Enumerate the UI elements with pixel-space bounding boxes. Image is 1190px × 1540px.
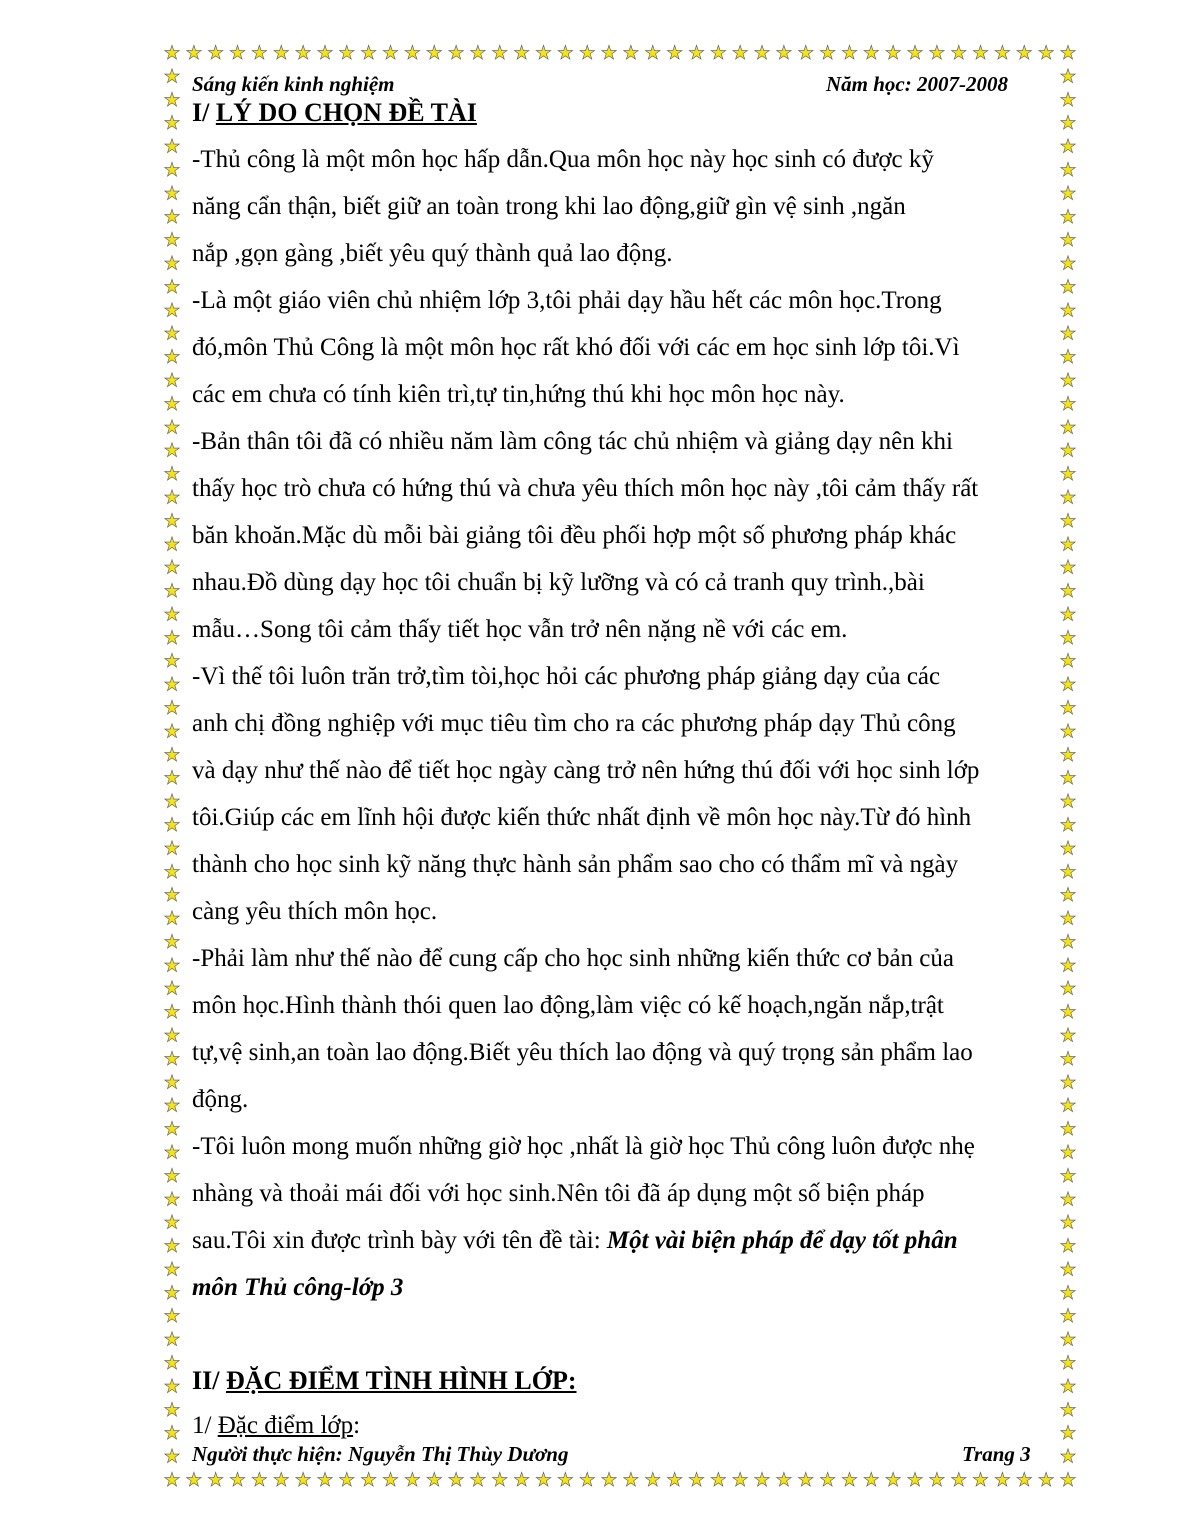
star-icon: ★ (163, 673, 181, 696)
section-2-number: II/ (192, 1366, 226, 1395)
star-icon: ★ (163, 1071, 181, 1094)
star-icon: ★ (1059, 322, 1077, 345)
star-icon: ★ (928, 42, 946, 64)
star-icon: ★ (360, 42, 378, 64)
star-icon: ★ (163, 1001, 181, 1024)
star-icon: ★ (775, 1469, 793, 1491)
star-icon: ★ (163, 135, 181, 158)
star-icon: ★ (534, 1469, 553, 1491)
star-icon: ★ (382, 1469, 400, 1491)
star-icon: ★ (163, 1094, 181, 1117)
star-icon: ★ (862, 1469, 880, 1491)
star-icon: ★ (163, 1281, 181, 1304)
star-icon: ★ (1059, 580, 1077, 603)
star-icon: ★ (862, 42, 880, 64)
star-icon: ★ (163, 65, 181, 88)
star-icon: ★ (163, 1398, 181, 1421)
star-icon: ★ (1059, 1141, 1077, 1164)
star-icon: ★ (1059, 813, 1077, 836)
star-icon: ★ (163, 1024, 181, 1047)
star-icon: ★ (163, 1305, 181, 1328)
subsection-title: Đặc điểm lớp (217, 1412, 354, 1439)
star-icon: ★ (272, 42, 290, 64)
star-icon: ★ (163, 837, 181, 860)
topic-title-part-2: môn Thủ công-lớp 3 (192, 1274, 404, 1301)
star-icon: ★ (1059, 673, 1077, 696)
star-icon: ★ (163, 1445, 181, 1468)
star-icon: ★ (163, 1235, 181, 1258)
star-icon: ★ (1059, 1235, 1077, 1258)
star-icon: ★ (163, 556, 181, 579)
star-icon: ★ (163, 1469, 181, 1491)
closing-prefix: sau.Tôi xin được trình bày với tên đề tài: (192, 1227, 607, 1254)
star-icon: ★ (1059, 1001, 1077, 1024)
star-icon: ★ (1059, 1422, 1077, 1445)
star-icon: ★ (1037, 1469, 1055, 1491)
star-icon: ★ (578, 42, 596, 64)
paragraph-line: nhàng và thoải mái đối với học sinh.Nên tôi đã áp dụng một số biện pháp (192, 1180, 925, 1207)
star-icon: ★ (1059, 1398, 1077, 1421)
star-icon: ★ (163, 650, 181, 673)
star-icon: ★ (1059, 112, 1077, 135)
paragraph-line: tôi.Giúp các em lĩnh hội được kiến thức nhất định về môn học này.Từ đó hình (192, 804, 972, 831)
star-icon: ★ (163, 392, 181, 415)
star-icon: ★ (950, 1469, 968, 1491)
star-icon: ★ (840, 42, 858, 64)
star-icon: ★ (1059, 1305, 1077, 1328)
star-icon: ★ (1059, 767, 1077, 790)
section-1-heading (192, 98, 477, 128)
star-icon: ★ (687, 1469, 706, 1491)
paragraph-line: mẫu…Song tôi cảm thấy tiết học vẫn trở nên nặng nề với các em. (192, 616, 848, 643)
star-icon: ★ (163, 930, 181, 953)
star-icon: ★ (1059, 1211, 1077, 1234)
star-icon: ★ (928, 1469, 946, 1491)
star-icon: ★ (163, 1328, 181, 1351)
star-icon: ★ (1059, 1445, 1077, 1468)
star-icon: ★ (316, 42, 334, 64)
star-icon: ★ (163, 158, 181, 181)
subsection-number: 1/ (192, 1412, 218, 1439)
star-icon: ★ (950, 42, 968, 64)
star-icon: ★ (1059, 1071, 1077, 1094)
star-icon: ★ (163, 720, 181, 743)
star-icon: ★ (1059, 275, 1077, 298)
star-icon: ★ (906, 1469, 924, 1491)
star-icon: ★ (272, 1469, 290, 1491)
star-icon: ★ (1015, 42, 1033, 64)
star-icon: ★ (1059, 252, 1077, 275)
star-icon: ★ (1059, 65, 1077, 88)
star-icon: ★ (1059, 860, 1077, 883)
star-icon: ★ (163, 299, 181, 322)
star-icon: ★ (556, 1469, 574, 1491)
star-icon: ★ (163, 439, 181, 462)
star-icon: ★ (775, 42, 793, 64)
section-2-heading (192, 1366, 577, 1396)
star-icon: ★ (840, 1469, 858, 1491)
star-icon: ★ (1059, 463, 1077, 486)
star-icon: ★ (1059, 603, 1077, 626)
star-icon: ★ (709, 1469, 727, 1491)
star-icon: ★ (1059, 205, 1077, 228)
star-icon: ★ (1059, 182, 1077, 205)
section-1-number: I/ (192, 98, 216, 127)
paragraph-line: và dạy như thế nào để tiết học ngày càng trở nên hứng thú đối với học sinh lớp (192, 757, 980, 784)
paragraph-line: các em chưa có tính kiên trì,tự tin,hứng thú khi học môn học này. (192, 381, 845, 408)
star-icon: ★ (163, 697, 181, 720)
star-icon: ★ (1059, 1047, 1077, 1070)
star-icon: ★ (513, 42, 531, 64)
paragraph-line: thành cho học sinh kỹ năng thực hành sản phẩm sao cho có thẩm mĩ và ngày (192, 851, 959, 878)
paragraph-line: anh chị đồng nghiệp với mục tiêu tìm cho ra các phương pháp dạy Thủ công (192, 710, 956, 737)
star-icon: ★ (163, 603, 181, 626)
star-icon: ★ (163, 743, 181, 766)
star-icon: ★ (797, 1469, 815, 1491)
star-icon: ★ (556, 42, 574, 64)
star-icon: ★ (1059, 229, 1077, 252)
paragraph-line: thấy học trò chưa có hứng thú và chưa yêu thích môn học này ,tôi cảm thấy rất (192, 475, 979, 502)
star-icon: ★ (1059, 907, 1077, 930)
star-icon: ★ (294, 42, 312, 64)
star-icon: ★ (469, 1469, 487, 1491)
star-icon: ★ (753, 1469, 771, 1491)
star-icon: ★ (1059, 158, 1077, 181)
star-icon: ★ (731, 1469, 749, 1491)
star-icon: ★ (972, 1469, 990, 1491)
paragraph-line: -Bản thân tôi đã có nhiều năm làm công tác chủ nhiệm và giảng dạy nên khi (192, 428, 953, 455)
star-icon: ★ (513, 1469, 531, 1491)
star-icon: ★ (1059, 346, 1077, 369)
star-icon: ★ (163, 860, 181, 883)
star-icon: ★ (1015, 1469, 1033, 1491)
star-icon: ★ (163, 1422, 181, 1445)
star-icon: ★ (163, 1188, 181, 1211)
star-icon: ★ (1059, 1164, 1077, 1187)
paragraph-line: càng yêu thích môn học. (192, 898, 438, 925)
star-icon: ★ (534, 42, 553, 64)
star-icon: ★ (1059, 790, 1077, 813)
star-icon: ★ (578, 1469, 596, 1491)
star-icon: ★ (163, 977, 181, 1000)
paragraph-line: -Thủ công là một môn học hấp dẫn.Qua môn học này học sinh có được kỹ (192, 146, 934, 173)
star-icon: ★ (1059, 1352, 1077, 1375)
paragraph-line: môn học.Hình thành thói quen lao động,làm việc có kế hoạch,ngăn nắp,trật (192, 992, 944, 1019)
paragraph-line: -Phải làm như thế nào để cung cấp cho học sinh những kiến thức cơ bản của (192, 945, 954, 972)
paragraph-line: -Là một giáo viên chủ nhiệm lớp 3,tôi phải dạy hầu hết các môn học.Trong (192, 287, 942, 314)
star-icon: ★ (1059, 720, 1077, 743)
star-icon: ★ (1059, 439, 1077, 462)
star-icon: ★ (993, 42, 1011, 64)
footer-page-number: Trang 3 (962, 1442, 1031, 1466)
star-icon: ★ (163, 112, 181, 135)
star-icon: ★ (622, 42, 640, 64)
star-icon: ★ (163, 954, 181, 977)
star-icon: ★ (644, 42, 662, 64)
star-icon: ★ (163, 580, 181, 603)
star-icon: ★ (163, 229, 181, 252)
subsection-colon: : (353, 1412, 361, 1439)
star-icon: ★ (469, 42, 487, 64)
header-title: Sáng kiến kinh nghiệm (192, 72, 395, 96)
paragraph-line: -Vì thế tôi luôn trăn trở,tìm tòi,học hỏi các phương pháp giảng dạy của các (192, 663, 941, 690)
star-icon: ★ (163, 533, 181, 556)
star-icon: ★ (163, 1375, 181, 1398)
header-school-year: Năm học: 2007-2008 (826, 72, 1008, 96)
paragraph-line: năng cẩn thận, biết giữ an toàn trong khi lao động,giữ gìn vệ sinh ,ngăn (192, 193, 906, 220)
subsection-heading (192, 1412, 360, 1440)
star-icon: ★ (1059, 556, 1077, 579)
star-icon: ★ (1059, 1258, 1077, 1281)
star-icon: ★ (185, 1469, 203, 1491)
star-icon: ★ (600, 1469, 618, 1491)
star-icon: ★ (1059, 650, 1077, 673)
star-icon: ★ (600, 42, 618, 64)
star-icon: ★ (906, 42, 924, 64)
star-icon: ★ (163, 182, 181, 205)
star-icon: ★ (1059, 88, 1077, 111)
paragraph-line: nắp ,gọn gàng ,biết yêu quý thành quả lao động. (192, 240, 673, 267)
star-icon: ★ (1059, 42, 1077, 64)
star-icon: ★ (163, 1164, 181, 1187)
star-icon: ★ (1059, 1469, 1077, 1491)
star-icon: ★ (1059, 509, 1077, 532)
star-icon: ★ (1037, 42, 1055, 64)
star-icon: ★ (163, 205, 181, 228)
star-icon: ★ (163, 1141, 181, 1164)
star-icon: ★ (403, 1469, 421, 1491)
star-icon: ★ (447, 1469, 465, 1491)
star-icon: ★ (163, 1118, 181, 1141)
paragraph-line: động. (192, 1086, 249, 1113)
star-icon: ★ (1059, 299, 1077, 322)
star-icon: ★ (1059, 533, 1077, 556)
star-icon: ★ (1059, 135, 1077, 158)
paragraph-line: tự,vệ sinh,an toàn lao động.Biết yêu thích lao động và quý trọng sản phẩm lao (192, 1039, 973, 1066)
star-icon: ★ (163, 463, 181, 486)
star-icon: ★ (163, 252, 181, 275)
star-icon: ★ (163, 1047, 181, 1070)
star-icon: ★ (163, 416, 181, 439)
star-icon: ★ (163, 1352, 181, 1375)
star-icon: ★ (1059, 954, 1077, 977)
star-icon: ★ (294, 1469, 312, 1491)
star-icon: ★ (666, 42, 684, 64)
star-icon: ★ (163, 346, 181, 369)
star-icon: ★ (163, 369, 181, 392)
footer-author: Người thực hiện: Nguyễn Thị Thùy Dương (192, 1442, 569, 1466)
star-icon: ★ (1059, 1188, 1077, 1211)
star-icon: ★ (163, 1211, 181, 1234)
star-icon: ★ (1059, 837, 1077, 860)
star-icon: ★ (163, 626, 181, 649)
star-icon: ★ (250, 42, 268, 64)
star-icon: ★ (207, 42, 225, 64)
star-icon: ★ (382, 42, 400, 64)
star-icon: ★ (1059, 1281, 1077, 1304)
star-icon: ★ (338, 42, 356, 64)
star-icon: ★ (163, 322, 181, 345)
star-icon: ★ (1059, 977, 1077, 1000)
star-icon: ★ (753, 42, 771, 64)
star-icon: ★ (425, 1469, 443, 1491)
star-icon: ★ (1059, 697, 1077, 720)
star-icon: ★ (360, 1469, 378, 1491)
star-icon: ★ (491, 42, 509, 64)
paragraph-line: -Tôi luôn mong muốn những giờ học ,nhất là giờ học Thủ công luôn được nhẹ (192, 1133, 975, 1160)
star-icon: ★ (1059, 1328, 1077, 1351)
star-icon: ★ (403, 42, 421, 64)
star-icon: ★ (644, 1469, 662, 1491)
star-icon: ★ (163, 1258, 181, 1281)
star-icon: ★ (666, 1469, 684, 1491)
star-icon: ★ (163, 907, 181, 930)
star-icon: ★ (338, 1469, 356, 1491)
star-icon: ★ (819, 42, 837, 64)
paragraph-line: nhau.Đồ dùng dạy học tôi chuẩn bị kỹ lưỡng và có cả tranh quy trình.,bài (192, 569, 925, 596)
star-icon: ★ (1059, 930, 1077, 953)
star-icon: ★ (884, 42, 902, 64)
star-icon: ★ (1059, 1118, 1077, 1141)
star-icon: ★ (687, 42, 706, 64)
star-icon: ★ (163, 42, 181, 64)
topic-title-part-1: Một vài biện pháp để dạy tốt phân (606, 1227, 958, 1254)
star-icon: ★ (1059, 1024, 1077, 1047)
star-icon: ★ (185, 42, 203, 64)
star-icon: ★ (163, 486, 181, 509)
star-icon: ★ (425, 42, 443, 64)
star-icon: ★ (1059, 1094, 1077, 1117)
star-icon: ★ (622, 1469, 640, 1491)
star-icon: ★ (229, 42, 247, 64)
star-icon: ★ (163, 275, 181, 298)
star-icon: ★ (250, 1469, 268, 1491)
section-1-title: LÝ DO CHỌN ĐỀ TÀI (215, 98, 477, 127)
star-icon: ★ (819, 1469, 837, 1491)
star-icon: ★ (1059, 416, 1077, 439)
paragraph-line: đó,môn Thủ Công là một môn học rất khó đối với các em học sinh lớp tôi.Vì (192, 334, 960, 361)
star-icon: ★ (163, 509, 181, 532)
star-icon: ★ (797, 42, 815, 64)
star-icon: ★ (1059, 626, 1077, 649)
star-icon: ★ (1059, 369, 1077, 392)
star-icon: ★ (972, 42, 990, 64)
star-icon: ★ (163, 790, 181, 813)
star-icon: ★ (1059, 1375, 1077, 1398)
star-icon: ★ (447, 42, 465, 64)
paragraph-line: băn khoăn.Mặc dù mỗi bài giảng tôi đều phối hợp một số phương pháp khác (192, 522, 957, 549)
star-icon: ★ (993, 1469, 1011, 1491)
star-icon: ★ (1059, 743, 1077, 766)
star-icon: ★ (731, 42, 749, 64)
star-icon: ★ (316, 1469, 334, 1491)
star-icon: ★ (1059, 884, 1077, 907)
star-icon: ★ (163, 884, 181, 907)
star-icon: ★ (1059, 486, 1077, 509)
star-icon: ★ (709, 42, 727, 64)
star-icon: ★ (491, 1469, 509, 1491)
star-icon: ★ (229, 1469, 247, 1491)
paragraph-line-closing (192, 1227, 958, 1255)
star-icon: ★ (163, 767, 181, 790)
star-icon: ★ (1059, 392, 1077, 415)
star-icon: ★ (207, 1469, 225, 1491)
star-icon: ★ (163, 813, 181, 836)
section-2-title: ĐẶC ĐIỂM TÌNH HÌNH LỚP: (225, 1366, 577, 1395)
star-icon: ★ (163, 88, 181, 111)
star-icon: ★ (884, 1469, 902, 1491)
